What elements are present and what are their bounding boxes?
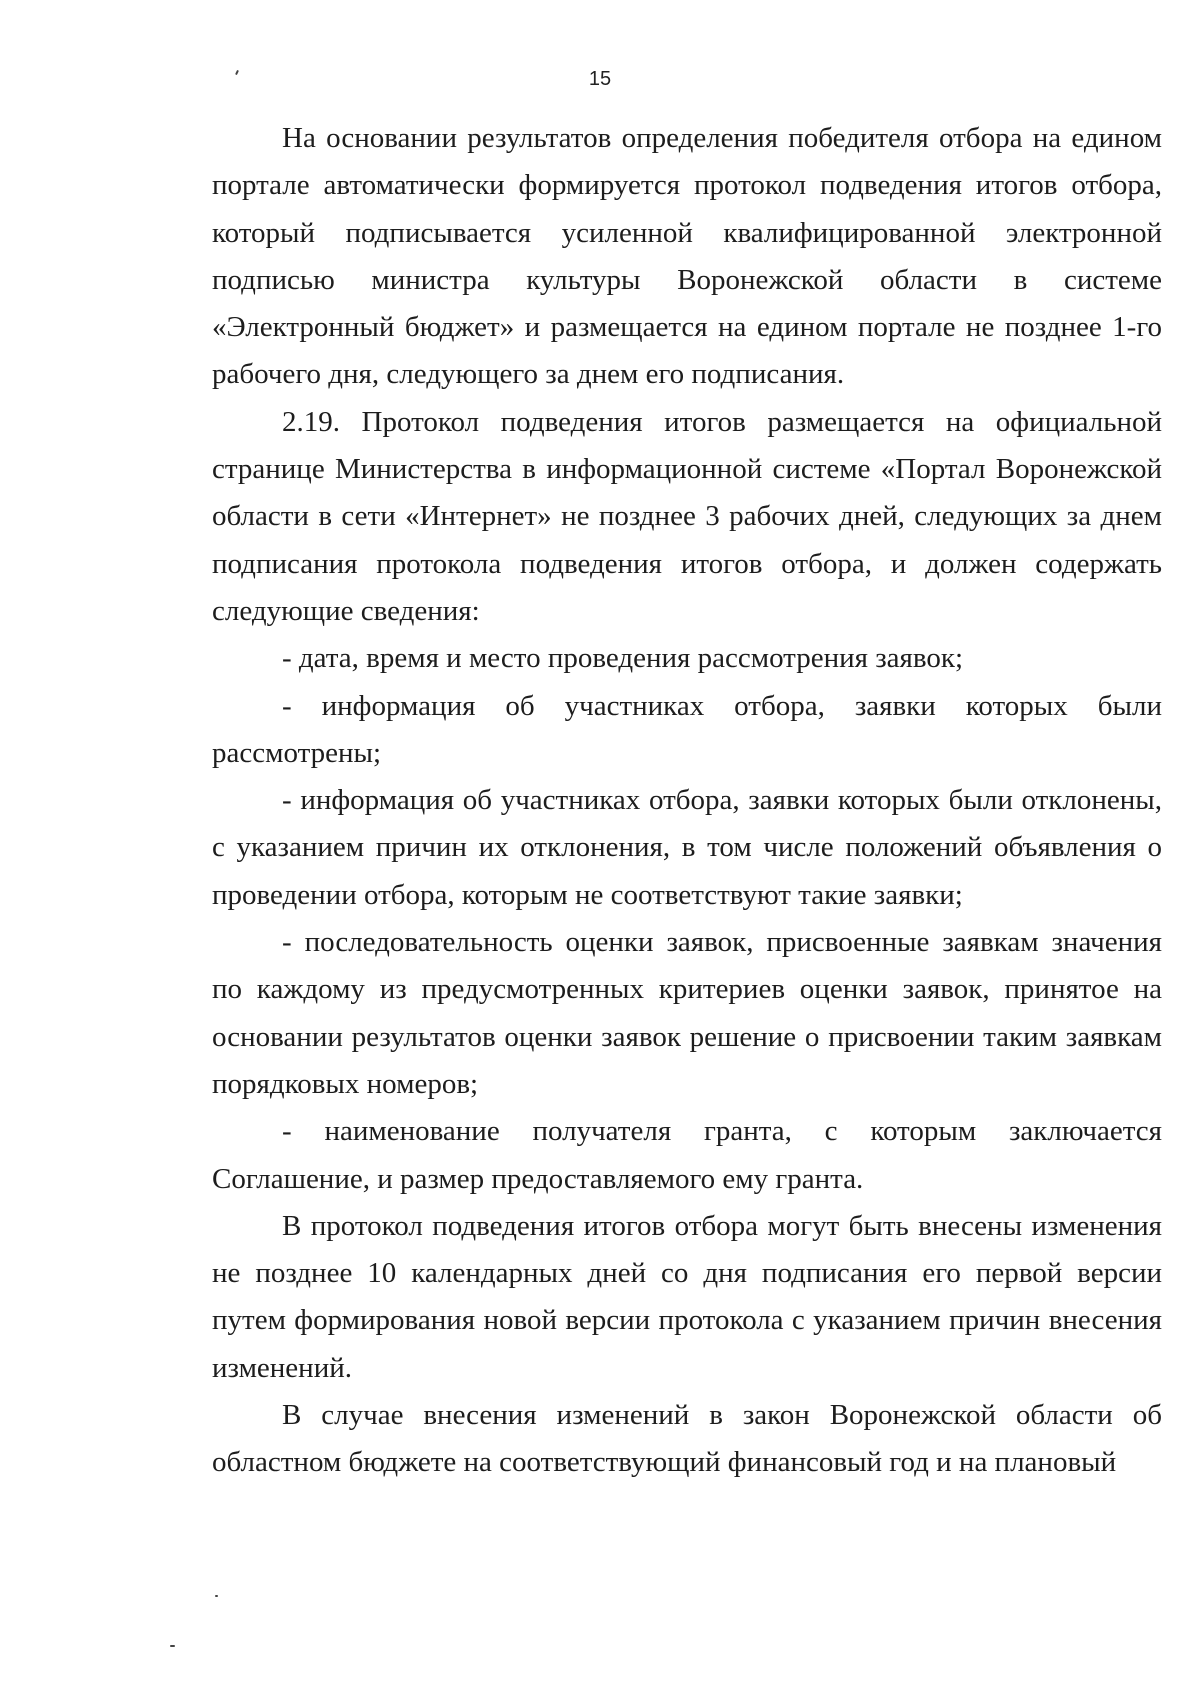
paragraph-protocol-formation: На основании результатов определения победителя отбора на едином портале автоматически формируется протокол подведения итогов отбора, который подписывается усиленной квалифицированной электронной подписью министра культуры Воронежской области в системе «Электронный бюджет» и размещается на едином портале не позднее 1-го рабочего дня, следующего за днем его подписания.	[212, 122, 1162, 391]
list-item-grant-recipient: - наименование получателя гранта, с которым заключается Соглашение, и размер предоставляемого ему гранта.	[212, 1115, 1162, 1195]
document-body	[212, 115, 1162, 1487]
paragraph-budget-law-changes: В случае внесения изменений в закон Воронежской области об областном бюджете на соответствующий финансовый год и на плановый	[212, 1399, 1162, 1479]
page-number: 15	[588, 68, 612, 90]
paragraph-protocol-changes: В протокол подведения итогов отбора могут быть внесены изменения не позднее 10 календарных дней со дня подписания его первой версии путем формирования новой версии протокола с указанием причин внесения изменений.	[212, 1209, 1162, 1384]
scan-speck	[235, 70, 239, 75]
list-item-evaluation-sequence: - последовательность оценки заявок, присвоенные заявкам значения по каждому из предусмотренных критериев оценки заявок, принятое на основании результатов оценки заявок решение о присвоении таким заявкам порядковых номеров;	[212, 926, 1162, 1100]
scan-speck	[170, 1645, 175, 1647]
list-item-date-time-place: - дата, время и место проведения рассмотрения заявок;	[282, 642, 964, 675]
scan-speck	[215, 1595, 218, 1597]
list-item-rejected-participants: - информация об участниках отбора, заявки которых были отклонены, с указанием причин их отклонения, в том числе положений объявления о проведении отбора, которым не соответствуют такие заявки;	[212, 784, 1162, 911]
list-item-reviewed-participants: - информация об участниках отбора, заявки которых были рассмотрены;	[212, 689, 1162, 769]
paragraph-2-19: 2.19. Протокол подведения итогов размещается на официальной странице Министерства в информационной системе «Портал Воронежской области в сети «Интернет» не позднее 3 рабочих дней, следующих за днем подписания протокола подведения итогов отбора, и должен содержать следующие сведения:	[212, 405, 1162, 627]
